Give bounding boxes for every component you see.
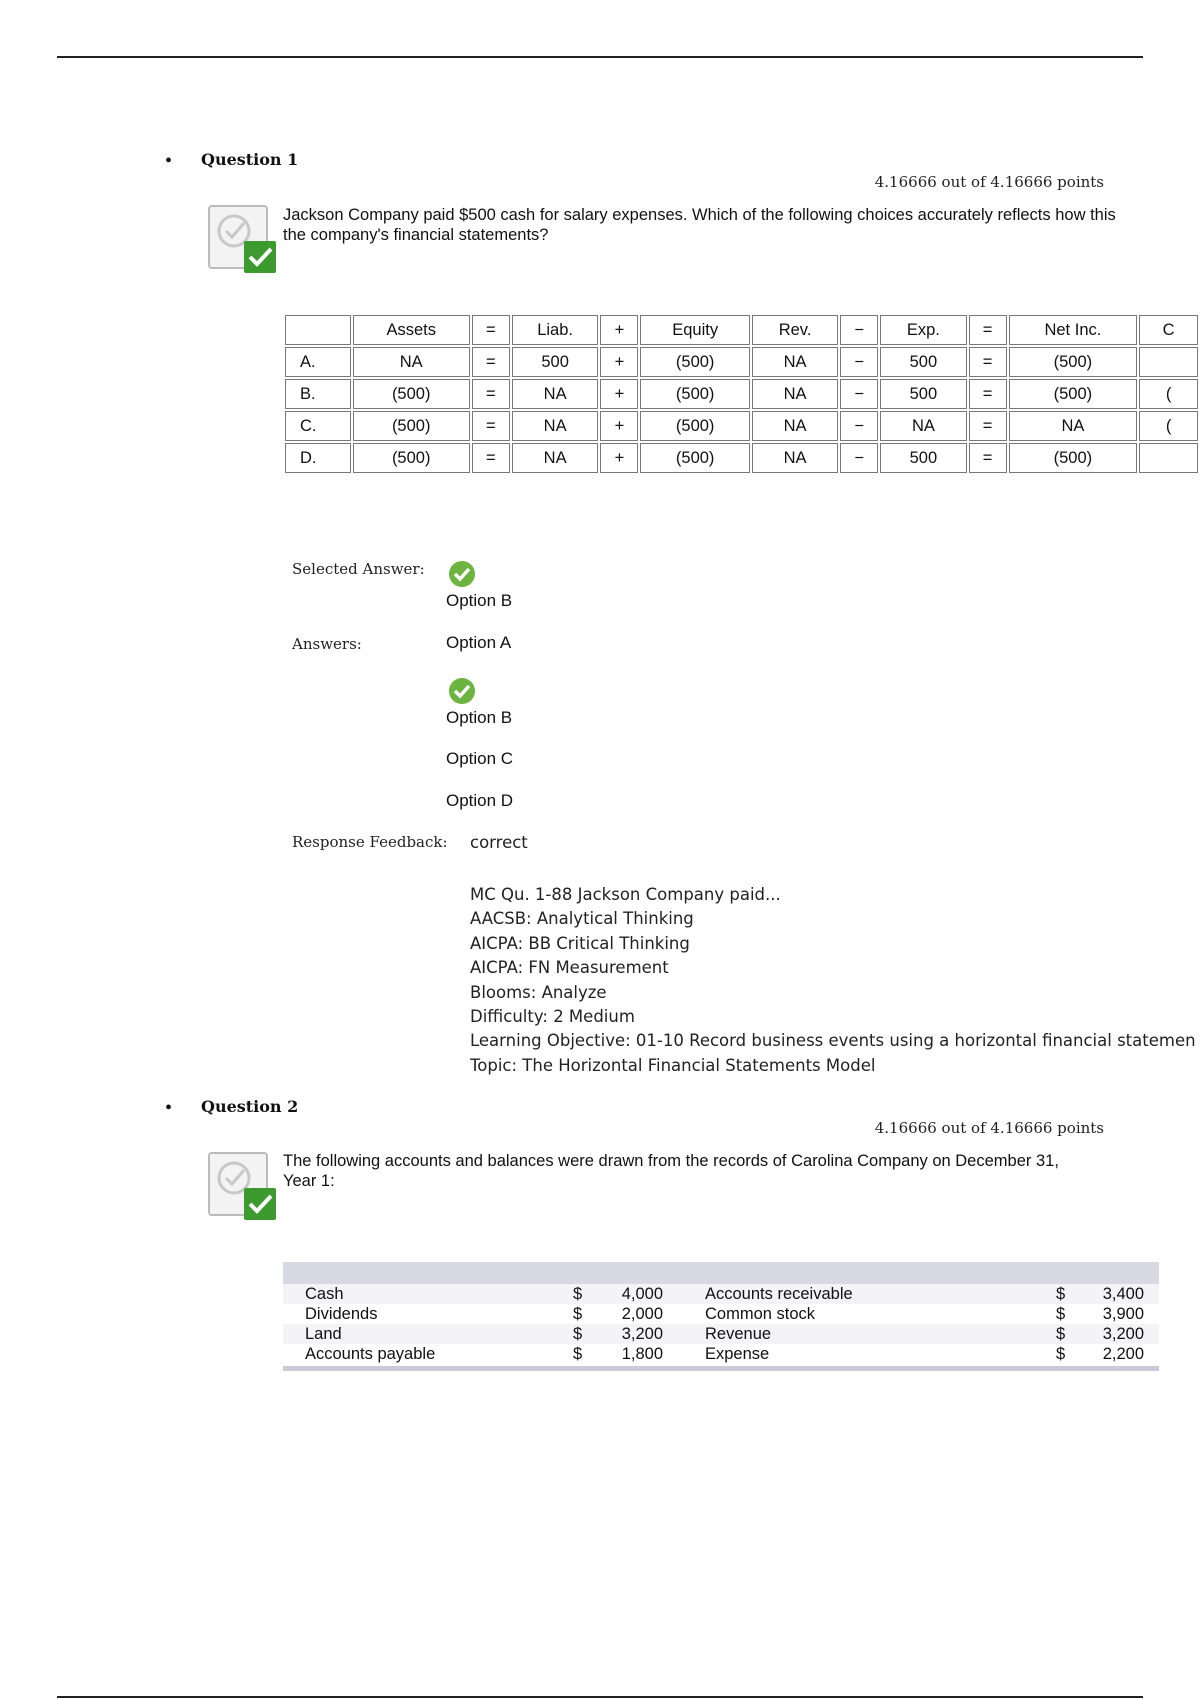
- question-1-text-line1: Jackson Company paid $500 cash for salary expenses. Which of the following choices accurately reflects how this: [283, 206, 1116, 224]
- correct-check-icon: [448, 677, 476, 705]
- currency-symbol: $: [573, 1305, 583, 1323]
- table-cell: NA: [1009, 411, 1138, 441]
- table-row: [283, 1284, 1159, 1304]
- feedback-line: Topic: The Horizontal Financial Statements Model: [470, 1055, 876, 1075]
- table-row: [283, 1324, 1159, 1344]
- table-cell: −: [840, 379, 878, 409]
- table-cell: +: [600, 379, 638, 409]
- table-cell: =: [969, 379, 1007, 409]
- feedback-line: AICPA: BB Critical Thinking: [470, 933, 690, 953]
- question-1-title: Question 1: [201, 150, 299, 169]
- table-cell: −: [840, 315, 878, 345]
- account-amount: 4,000: [621, 1285, 663, 1303]
- currency-symbol: $: [1056, 1305, 1066, 1323]
- table-cell: Exp.: [880, 315, 966, 345]
- table-cell: −: [840, 411, 878, 441]
- table-cell: D.: [285, 443, 351, 473]
- table-cell: Assets: [353, 315, 470, 345]
- feedback-line: MC Qu. 1-88 Jackson Company paid...: [470, 885, 781, 904]
- table-cell: B.: [285, 379, 351, 409]
- currency-symbol: $: [573, 1285, 583, 1303]
- top-rule: [57, 56, 1143, 58]
- account-name: Revenue: [705, 1325, 772, 1343]
- table-cell: (: [1139, 411, 1198, 441]
- table-cell: NA: [353, 347, 470, 377]
- account-amount: 1,800: [621, 1345, 663, 1363]
- table-cell: +: [600, 443, 638, 473]
- table-cell: NA: [512, 443, 598, 473]
- table-row: [283, 1344, 1159, 1364]
- feedback-line: AACSB: Analytical Thinking: [470, 909, 694, 929]
- response-feedback-label: Response Feedback:: [292, 833, 448, 851]
- table-cell: [1139, 347, 1198, 377]
- account-amount: 3,200: [621, 1325, 663, 1343]
- question-2-title: Question 2: [201, 1097, 299, 1116]
- table-cell: =: [472, 315, 510, 345]
- table-header-band: [283, 1262, 1159, 1284]
- table-cell: C.: [285, 411, 351, 441]
- table-cell: =: [472, 411, 510, 441]
- table-cell: (500): [353, 443, 470, 473]
- table-cell: =: [472, 443, 510, 473]
- table-cell: (500): [1009, 443, 1138, 473]
- table-cell: =: [969, 315, 1007, 345]
- currency-symbol: $: [1056, 1325, 1066, 1343]
- answer-option-b: Option B: [446, 708, 513, 727]
- question-2-text-line1: The following accounts and balances were drawn from the records of Carolina Company on December 31,: [283, 1152, 1059, 1170]
- account-amount: 3,400: [1102, 1285, 1144, 1303]
- table-cell: (500): [353, 411, 470, 441]
- table-cell: =: [969, 347, 1007, 377]
- table-cell: Rev.: [752, 315, 838, 345]
- table-row: [285, 379, 1198, 409]
- table-cell: (: [1139, 379, 1198, 409]
- table-cell: NA: [512, 411, 598, 441]
- table-cell: Net Inc.: [1009, 315, 1138, 345]
- bullet-icon: •: [165, 150, 173, 172]
- table-cell: 500: [880, 347, 966, 377]
- bullet-icon: •: [165, 1097, 173, 1119]
- account-name: Expense: [705, 1345, 770, 1363]
- table-cell: (500): [1009, 379, 1138, 409]
- account-amount: 2,200: [1102, 1345, 1144, 1363]
- table-cell: [1139, 443, 1198, 473]
- feedback-details: [470, 883, 1200, 1078]
- horizontal-statements-table: [283, 313, 1200, 475]
- currency-symbol: $: [573, 1325, 583, 1343]
- currency-symbol: $: [1056, 1285, 1066, 1303]
- table-cell: (500): [640, 347, 750, 377]
- question-1-text-line2: the company's financial statements?: [283, 226, 549, 244]
- account-amount: 3,900: [1102, 1305, 1144, 1323]
- table-cell: (500): [640, 443, 750, 473]
- table-footer-band: [283, 1366, 1159, 1371]
- table-row: [285, 411, 1198, 441]
- table-cell: NA: [752, 443, 838, 473]
- table-cell: =: [969, 411, 1007, 441]
- table-cell: (500): [1009, 347, 1138, 377]
- correct-check-icon: [448, 560, 476, 588]
- account-name: Land: [305, 1325, 342, 1343]
- table-cell: C: [1139, 315, 1198, 345]
- bottom-rule: [57, 1696, 1143, 1698]
- table-cell: −: [840, 347, 878, 377]
- question-1-points: 4.16666 out of 4.16666 points: [874, 173, 1104, 191]
- account-amount: 2,000: [621, 1305, 663, 1323]
- answer-option-a: Option A: [446, 633, 512, 652]
- feedback-line: Difficulty: 2 Medium: [470, 1007, 635, 1027]
- table-cell: −: [840, 443, 878, 473]
- currency-symbol: $: [573, 1345, 583, 1363]
- answer-option-d: Option D: [446, 791, 514, 810]
- feedback-line: Blooms: Analyze: [470, 982, 607, 1002]
- table-cell: +: [600, 315, 638, 345]
- graded-question-icon: [206, 1150, 278, 1222]
- table-row: [285, 347, 1198, 377]
- answer-option-c: Option C: [446, 749, 514, 768]
- feedback-line: Learning Objective: 01-10 Record business events using a horizontal financial statemen: [470, 1031, 1196, 1051]
- account-name: Common stock: [705, 1305, 816, 1323]
- table-row: [283, 1304, 1159, 1324]
- table-cell: NA: [752, 347, 838, 377]
- table-cell: [285, 315, 351, 345]
- feedback-line: AICPA: FN Measurement: [470, 958, 669, 978]
- table-cell: 500: [880, 443, 966, 473]
- selected-answer-label: Selected Answer:: [292, 560, 425, 578]
- table-cell: NA: [880, 411, 966, 441]
- table-cell: NA: [752, 411, 838, 441]
- answers-label: Answers:: [292, 635, 362, 653]
- table-cell: Equity: [640, 315, 750, 345]
- selected-answer-value: Option B: [446, 591, 513, 610]
- table-cell: =: [969, 443, 1007, 473]
- currency-symbol: $: [1056, 1345, 1066, 1363]
- table-cell: NA: [512, 379, 598, 409]
- table-cell: (500): [353, 379, 470, 409]
- table-header-row: [285, 315, 1198, 345]
- table-cell: 500: [880, 379, 966, 409]
- table-cell: Liab.: [512, 315, 598, 345]
- account-balances-table: [283, 1262, 1159, 1371]
- table-cell: =: [472, 347, 510, 377]
- table-cell: (500): [640, 379, 750, 409]
- table-cell: A.: [285, 347, 351, 377]
- table-cell: +: [600, 347, 638, 377]
- table-cell: =: [472, 379, 510, 409]
- account-name: Accounts receivable: [705, 1285, 853, 1303]
- account-name: Dividends: [305, 1305, 378, 1323]
- response-feedback-value: correct: [470, 833, 528, 852]
- table-cell: +: [600, 411, 638, 441]
- account-amount: 3,200: [1102, 1325, 1144, 1343]
- question-2-text-line2: Year 1:: [283, 1172, 335, 1190]
- table-cell: NA: [752, 379, 838, 409]
- account-name: Accounts payable: [305, 1345, 436, 1363]
- table-cell: 500: [512, 347, 598, 377]
- table-row: [285, 443, 1198, 473]
- table-body: [283, 1284, 1159, 1364]
- table-cell: (500): [640, 411, 750, 441]
- question-2-points: 4.16666 out of 4.16666 points: [874, 1119, 1104, 1137]
- account-name: Cash: [305, 1285, 344, 1303]
- graded-question-icon: [206, 203, 278, 275]
